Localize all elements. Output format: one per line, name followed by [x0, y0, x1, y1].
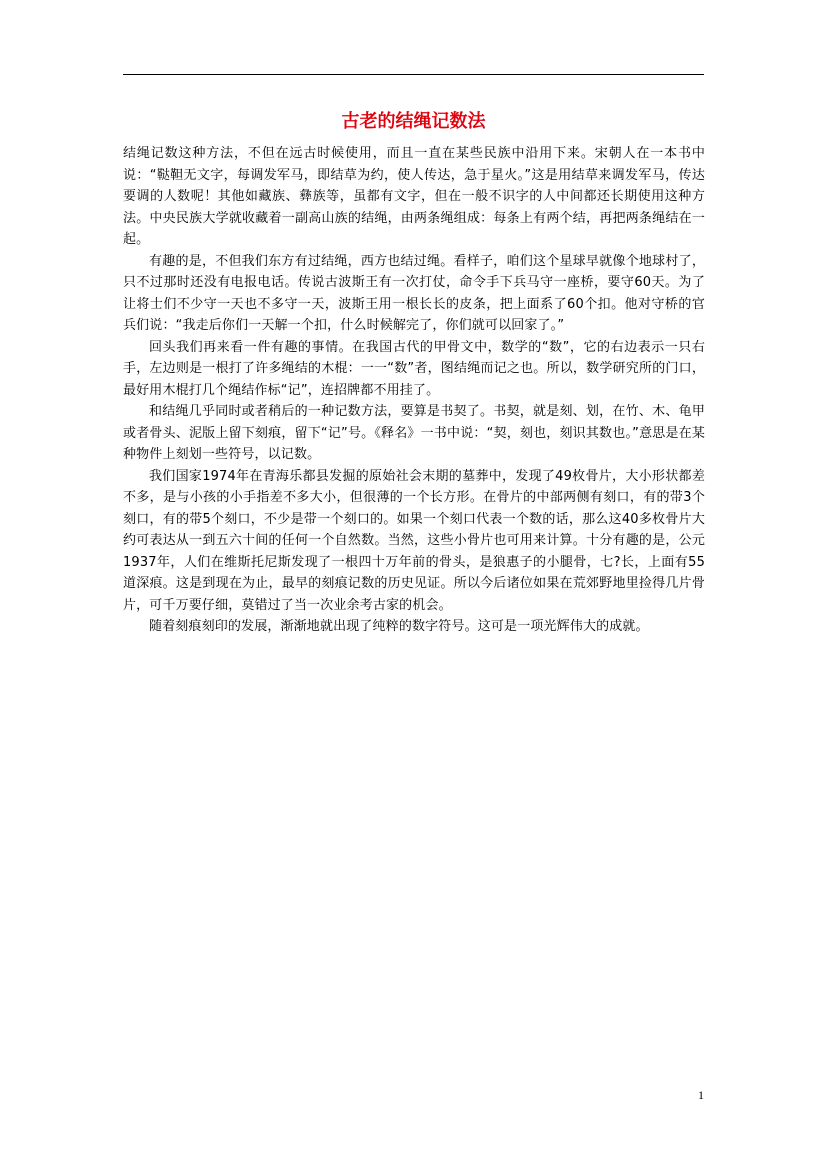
- page-number: 1: [698, 1088, 704, 1102]
- paragraph-2: 有趣的是，不但我们东方有过结绳，西方也结过绳。看样子，咱们这个星球早就像个地球村了，只不过那时还没有电报电话。传说古波斯王有一次打仗，命令手下兵马守一座桥，要守60天。为了让将士们不少守一天也不多守一天，波斯王用一根长长的皮条，把上面系了60个扣。他对守桥的官兵们说：“我走后你们一天解一个扣，什么时候解完了，你们就可以回家了。”: [123, 253, 705, 333]
- paragraph-5: 我们国家1974年在青海乐都县发掘的原始社会末期的墓葬中，发现了49枚骨片，大小形状都差不多，是与小孩的小手指差不多大小，但很薄的一个长方形。在骨片的中部两侧有刻口，有的带3个刻口，有的带5个刻口，不少是带一个刻口的。如果一个刻口代表一个数的话，那么这40多枚骨片大约可表达从一到五六十间的任何一个自然数。当然，这些小骨片也可用来计算。十分有趣的是，公元1937年，人们在维斯托尼斯发现了一根四十万年前的骨头，是狼惠子的小腿骨，七?长，上面有55道深痕。这是到现在为止，最早的刻痕记数的历史见证。所以今后诸位如果在荒郊野地里捡得几片骨片，可千万要仔细，莫错过了当一次业余考古家的机会。: [123, 468, 705, 613]
- paragraph-1: 结绳记数这种方法，不但在远古时候使用，而且一直在某些民族中沿用下来。宋朝人在一本书中说：“鞑靼无文字，每调发军马，即结草为约，使人传达，急于星火。”这是用结草来调发军马，传达要调的人数呢！其他如藏族、彝族等，虽都有文字，但在一般不识字的人中间都还长期使用这种方法。中央民族大学就收藏着一副高山族的结绳，由两条绳组成：每条上有两个结，再把两条绳结在一起。: [123, 146, 705, 247]
- header-rule: [123, 74, 704, 75]
- document-body: [123, 143, 705, 638]
- paragraph-6: 随着刻痕刻印的发展，渐渐地就出现了纯粹的数字符号。这可是一项光辉伟大的成就。: [149, 619, 649, 634]
- paragraph-4: 和结绳几乎同时或者稍后的一种记数方法，要算是书契了。书契，就是刻、划，在竹、木、龟甲或者骨头、泥版上留下刻痕，留下“记”号。《释名》一书中说：“契，刻也，刻识其数也。”意思是在某种物件上刻划一些符号，以记数。: [123, 404, 705, 462]
- paragraph-3: 回头我们再来看一件有趣的事情。在我国古代的甲骨文中，数学的“数”，它的右边表示一只右手，左边则是一根打了许多绳结的木棍：一一“数”者，图结绳而记之也。所以，数学研究所的门口，最好用木棍打几个绳结作标“记”，连招牌都不用挂了。: [123, 339, 705, 398]
- document-title: 古老的结绳记数法: [341, 111, 486, 132]
